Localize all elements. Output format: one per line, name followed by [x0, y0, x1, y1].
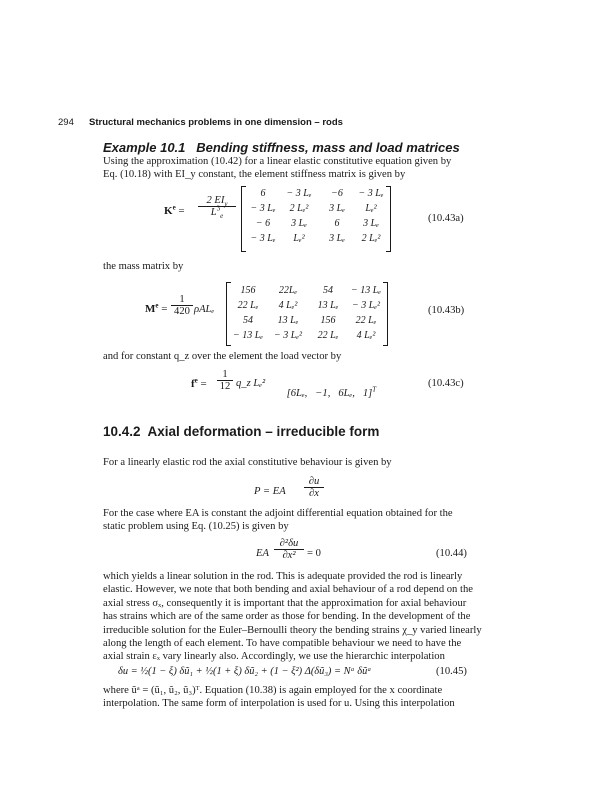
stiffness-lhs: $K^e$ = [164, 203, 185, 217]
load-vector: [6Lₑ, −1, 6Lₑ, 1]$^T$ [286, 385, 377, 399]
matrix-cell: 3 Lₑ [291, 218, 307, 229]
adjoint-lhs: EA [256, 548, 269, 559]
matrix-cell: − 3 Lₑ² [352, 300, 380, 311]
matrix-cell: 13 Lₑ [277, 315, 299, 326]
stiffness-coefficient: 2 $EI_y$ $L^3_e$ [198, 195, 236, 218]
matrix-cell: 3 Lₑ [329, 203, 345, 214]
section-paragraph-1: For a linearly elastic rod the axial constitutive behaviour is given by [103, 457, 392, 468]
paragraph-line: where ũᵃ = (ũ₁, ũ₂, ũ₃)ᵀ. Equation (10.38) is again employed for the x coordinate [103, 685, 443, 696]
adjoint-rhs: = 0 [307, 548, 321, 559]
matrix-cell: − 3 Lₑ [358, 188, 384, 199]
mass-intro: the mass matrix by [103, 261, 184, 272]
paragraph-line: interpolation. The same form of interpolation is used for u. Using this interpolation [103, 698, 455, 710]
mass-eq-number: (10.43b) [428, 305, 465, 316]
matrix-cell: Lₑ² [293, 233, 305, 244]
matrix-cell: Lₑ² [365, 203, 377, 214]
matrix-cell: 2 Lₑ² [361, 233, 381, 244]
matrix-cell: −6 [331, 188, 343, 199]
paragraph-line: has strains which are of the same order as those for bending. In the development of the [103, 611, 471, 623]
matrix-cell: − 3 Lₑ [250, 233, 276, 244]
matrix-cell: 6 [334, 218, 340, 229]
section-paragraph-2-line-2: static problem using Eq. (10.25) is given by [103, 521, 289, 533]
example-intro [103, 155, 479, 182]
matrix-cell: 156 [240, 285, 256, 296]
matrix-cell: − 3 Lₑ² [274, 330, 302, 341]
matrix-cell: 22 Lₑ [237, 300, 259, 311]
adjoint-derivative: $\frac{\text{∂²δu}}{\text{∂x²}}$ [274, 538, 304, 561]
section-paragraph-2 [103, 507, 479, 534]
load-eq-number: (10.43c) [428, 378, 464, 389]
matrix-cell: 22 Lₑ [317, 330, 339, 341]
paragraph-line: which yields a linear solution in the rod. This is adequate provided the rod is linearly [103, 571, 463, 582]
paragraph-line: axial strain εₓ vary linearly also. Accordingly, we use the hierarchic interpolation [103, 651, 445, 663]
matrix-cell: − 3 Lₑ [286, 188, 312, 199]
mass-coefficient: $\frac{1}{420}$ [171, 294, 193, 317]
matrix-cell: 4 Lₑ² [278, 300, 298, 311]
constitutive-derivative: $\frac{\partial u}{\partial x}$ [304, 476, 324, 499]
running-title: Structural mechanics problems in one dimension – rods [89, 117, 343, 128]
constitutive-lhs: P = EA [254, 486, 286, 497]
matrix-cell: 13 Lₑ [317, 300, 339, 311]
adjoint-eq-number: (10.44) [436, 548, 467, 559]
paragraph-line: irreducible solution for the Euler–Bernoulli theory the bending strains χ_y varied linearly [103, 624, 482, 636]
load-intro: and for constant q_z over the element the load vector by [103, 351, 342, 362]
section-paragraph-3 [103, 570, 482, 664]
load-lhs: $f^e$ = [191, 376, 207, 390]
matrix-cell: − 13 Lₑ [351, 285, 381, 296]
example-intro-line-1: Using the approximation (10.42) for a linear elastic constitutive equation given by [103, 156, 452, 167]
stiffness-eq-number: (10.43a) [428, 213, 464, 224]
matrix-cell: 156 [320, 315, 336, 326]
matrix-cell: 3 Lₑ [363, 218, 379, 229]
mass-lhs: $M^e$ = [145, 301, 168, 315]
matrix-cell: 54 [323, 285, 333, 296]
interpolation-formula: δu = ½(1 − ξ) δũ₁ + ½(1 + ξ) δũ₂ + (1 − ξ²) Δ(δũ₃) = Nᵃ δũᵃ [118, 666, 372, 677]
matrix-cell: 3 Lₑ [329, 233, 345, 244]
matrix-cell: − 6 [255, 218, 271, 229]
paragraph-line: along the length of each element. To have compatible behaviour we need to have the [103, 637, 462, 649]
matrix-cell: 22Lₑ [278, 285, 298, 296]
interpolation-eq-number: (10.45) [436, 666, 467, 677]
mass-factor: ρALₑ [194, 304, 215, 315]
example-intro-line-2: Eq. (10.18) with EI_y constant, the element stiffness matrix is given by [103, 169, 406, 181]
matrix-cell: 6 [260, 188, 266, 199]
load-factor: q_z Lₑ² [236, 378, 266, 389]
example-heading: Example 10.1 Bending stiffness, mass and load matrices [103, 140, 460, 155]
matrix-cell: 22 Lₑ [355, 315, 377, 326]
section-heading: 10.4.2 Axial deformation – irreducible form [103, 424, 380, 439]
paragraph-line: elastic. However, we note that both bending and axial behaviour of a rod depend on the [103, 584, 473, 596]
load-coefficient: $\frac{1}{12}$ [217, 369, 233, 392]
page-number: 294 [58, 117, 74, 128]
paragraph-line: axial stress σₓ, consequently it is important that the approximation for axial behaviour [103, 597, 467, 609]
matrix-cell: 4 Lₑ² [356, 330, 376, 341]
mass-bracket-right [383, 282, 388, 346]
section-paragraph-2-line-1: For the case where EA is constant the adjoint differential equation obtained for the [103, 508, 453, 519]
matrix-cell: 2 Lₑ² [289, 203, 309, 214]
matrix-cell: 54 [243, 315, 253, 326]
section-paragraph-4 [103, 684, 479, 711]
matrix-cell: − 3 Lₑ [250, 203, 276, 214]
matrix-cell: − 13 Lₑ [233, 330, 263, 341]
